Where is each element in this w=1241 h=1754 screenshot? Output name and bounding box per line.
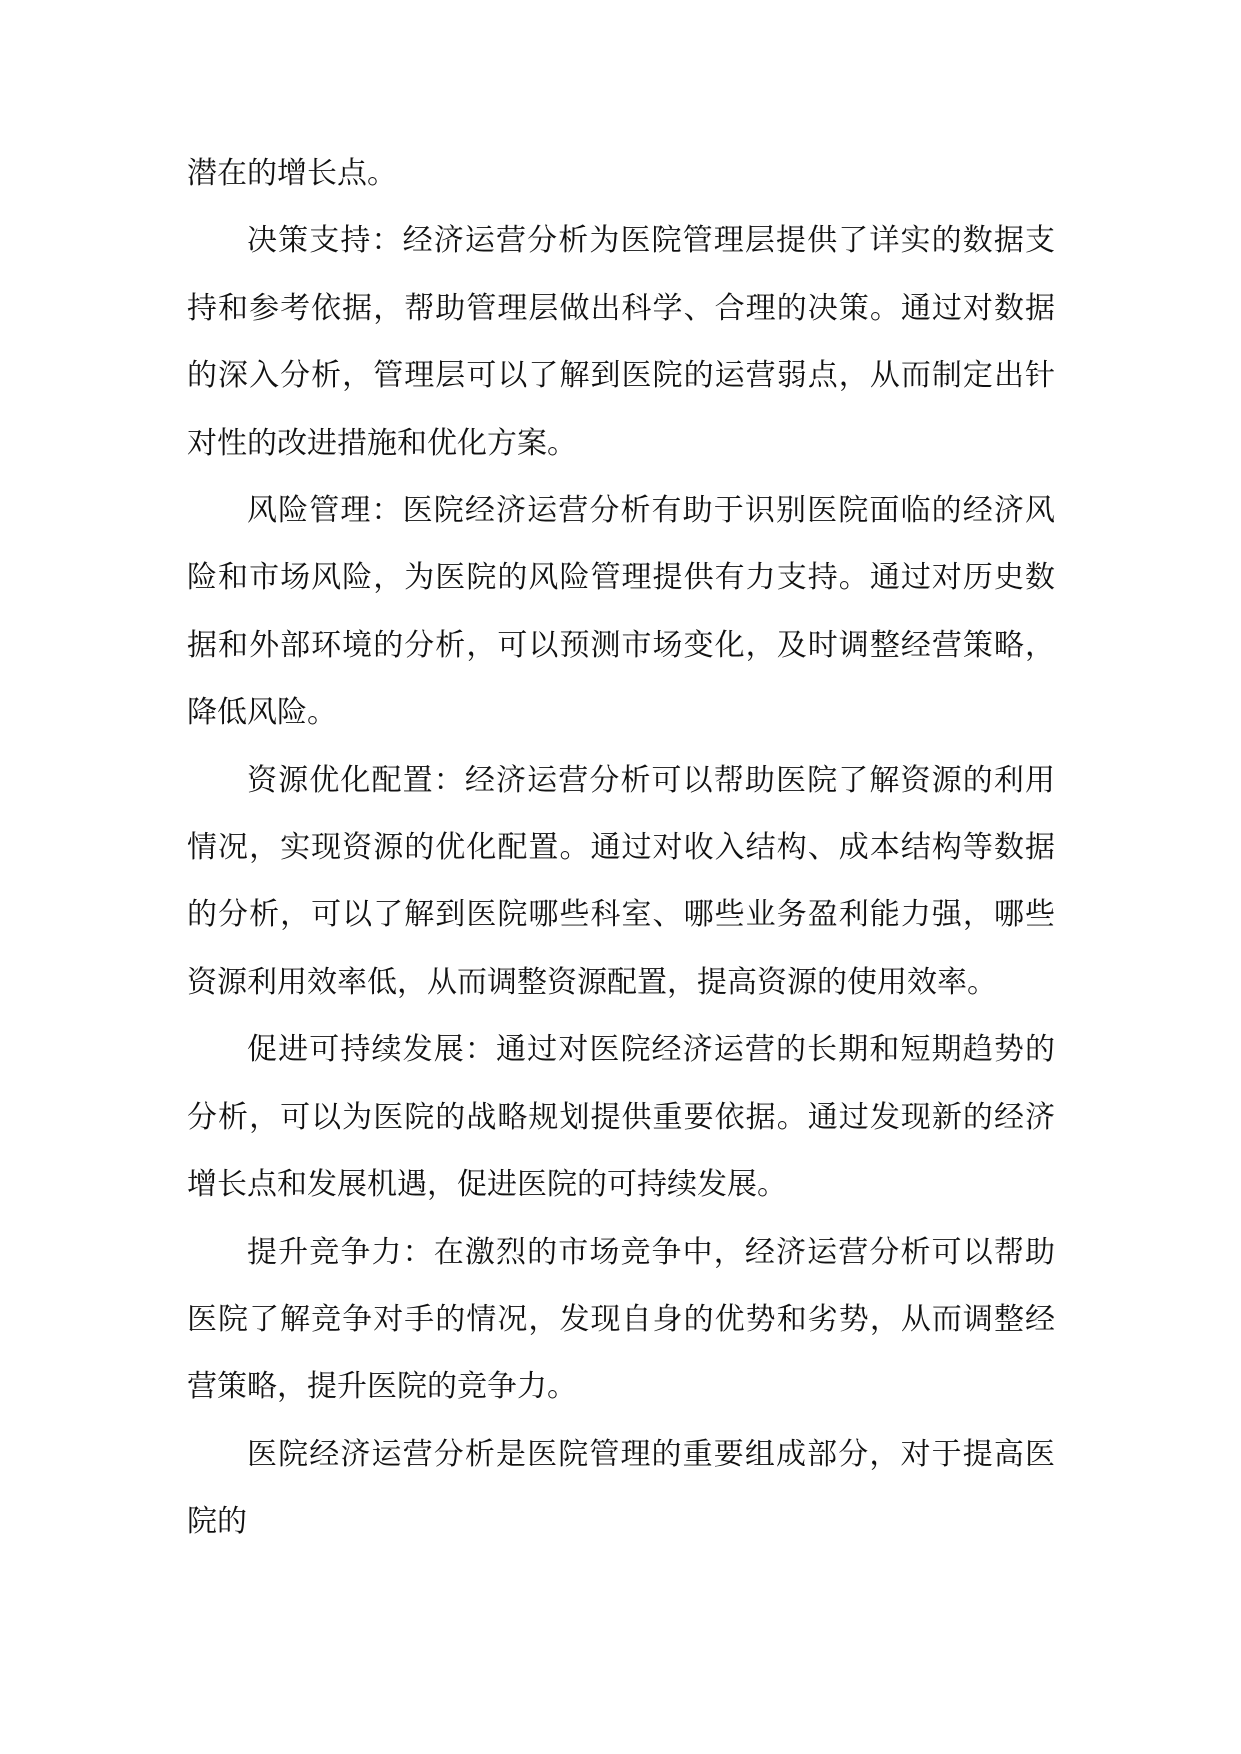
paragraph-risk-management: 风险管理：医院经济运营分析有助于识别医院面临的经济风险和市场风险，为医院的风险管理提供有力支持。通过对历史数据和外部环境的分析，可以预测市场变化，及时调整经营策略，降低风险。: [187, 493, 1055, 731]
paragraph-resource-allocation: 资源优化配置：经济运营分析可以帮助医院了解资源的利用情况，实现资源的优化配置。通过对收入结构、成本结构等数据的分析，可以了解到医院哪些科室、哪些业务盈利能力强，哪些资源利用效率低，从而调整资源配置，提高资源的使用效率。: [187, 762, 1055, 1000]
paragraph-conclusion: 医院经济运营分析是医院管理的重要组成部分，对于提高医院的: [187, 1436, 1055, 1540]
body-text: [187, 140, 1055, 1556]
paragraph-growth-point: 潜在的增长点。: [187, 156, 397, 191]
paragraph-decision-support: 决策支持：经济运营分析为医院管理层提供了详实的数据支持和参考依据，帮助管理层做出科学、合理的决策。通过对数据的深入分析，管理层可以了解到医院的运营弱点，从而制定出针对性的改进措施和优化方案。: [187, 223, 1055, 461]
paragraph-sustainable-development: 促进可持续发展：通过对医院经济运营的长期和短期趋势的分析，可以为医院的战略规划提供重要依据。通过发现新的经济增长点和发展机遇，促进医院的可持续发展。: [187, 1032, 1055, 1203]
paragraph-competitiveness: 提升竞争力：在激烈的市场竞争中，经济运营分析可以帮助医院了解竞争对手的情况，发现自身的优势和劣势，从而调整经营策略，提升医院的竞争力。: [187, 1234, 1055, 1405]
